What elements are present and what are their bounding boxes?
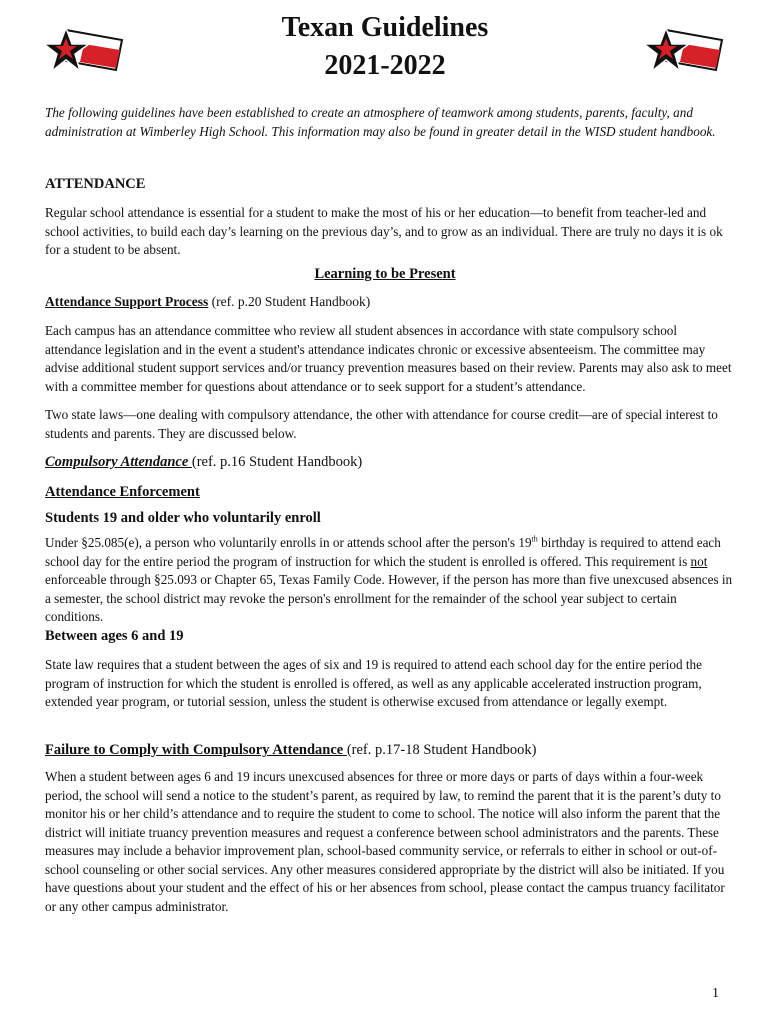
- enforcement-heading: Attendance Enforcement: [45, 484, 200, 500]
- support-heading-line: [45, 294, 370, 310]
- title-line-1: Texan Guidelines: [281, 12, 489, 43]
- support-ref: (ref. p.20 Student Handbook): [208, 294, 371, 309]
- over19-text-a: Under §25.085(e), a person who voluntarily enrolls in or attends school after the person's 19: [45, 535, 532, 550]
- title-line-2: 2021-2022: [324, 50, 446, 81]
- between-paragraph: State law requires that a student between the ages of six and 19 is required to attend each school day for the entire period the program of instruction for which the student is enrolled is offered, as well as any applicable accelerated instruction program, extended year program, or tutorial session, unless the student is otherwise excused from attendance or legally exempt.: [45, 657, 702, 709]
- over19-text-b: birthday is required to attend each school day for the entire period the program of instruction for which the student is enrolled is offered. This requirement is: [45, 535, 721, 569]
- failure-heading: Failure to Comply with Compulsory Attendance: [45, 742, 347, 758]
- over19-not: not: [690, 553, 708, 569]
- between-heading: Between ages 6 and 19: [45, 628, 184, 644]
- over19-superscript: th: [531, 534, 538, 544]
- page-number: 1: [712, 986, 719, 1001]
- attendance-heading: ATTENDANCE: [45, 176, 146, 192]
- failure-ref: (ref. p.17-18 Student Handbook): [346, 742, 537, 758]
- compulsory-heading: Compulsory Attendance: [45, 454, 192, 470]
- intro-paragraph: The following guidelines have been established to create an atmosphere of teamwork among students, parents, faculty, and administration at Wimberley High School. This information may also be found in greater detail in the WISD student handbook.: [45, 105, 716, 139]
- failure-heading-line: [45, 742, 537, 759]
- compulsory-ref: (ref. p.16 Student Handbook): [191, 454, 363, 470]
- failure-paragraph: When a student between ages 6 and 19 incurs unexcused absences for three or more days or parts of days within a four-week period, the school will send a notice to the student’s parent, as required by law, to remind the parent that it is the parent’s duty to monitor his or her child’s attendance and to require the student to come to school. The notice will also inform the parent that the district will initiate truancy prevention measures and request a conference between school administrators and the parents. These measures may include a behavior improvement plan, school-based community service, or referrals to either in school or out-of-school counseling or other social services. Any other measures considered appropriate by the district will also be initiated. If you have questions about your student and the effect of his or her absences from school, please contact the campus truancy facilitator or any other campus administrator.: [45, 769, 725, 914]
- over19-heading: Students 19 and older who voluntarily enroll: [45, 510, 321, 526]
- compulsory-heading-line: [45, 454, 362, 471]
- support-paragraph-2: Two state laws—one dealing with compulsory attendance, the other with attendance for course credit—are of special interest to students and parents. They are discussed below.: [45, 407, 718, 441]
- over19-paragraph: [45, 534, 735, 627]
- support-paragraph-1: Each campus has an attendance committee who review all student absences in accordance with state compulsory school attendance legislation and in the event a student's attendance indicates chronic or excessive absenteeism. The committee may advise additional student support services and/or truancy prevention measures based on their review. Parents may also ask to meet with a committee member for questions about attendance or to seek support for a student’s attendance.: [45, 323, 732, 394]
- learning-heading: Learning to be Present: [314, 266, 456, 282]
- over19-text-c: enforceable through §25.093 or Chapter 65, Texas Family Code. However, if the person has more than five unexcused absences in a semester, the school district may revoke the person's enrollment for the remainder of the school year subject to certain conditions.: [45, 572, 733, 624]
- support-heading: Attendance Support Process: [45, 294, 209, 309]
- attendance-paragraph: Regular school attendance is essential for a student to make the most of his or her education—to benefit from teacher-led and school activities, to build each day’s learning on the previous day’s, and to grow as an individual. There are truly no days it is ok for a student to be absent.: [45, 205, 723, 257]
